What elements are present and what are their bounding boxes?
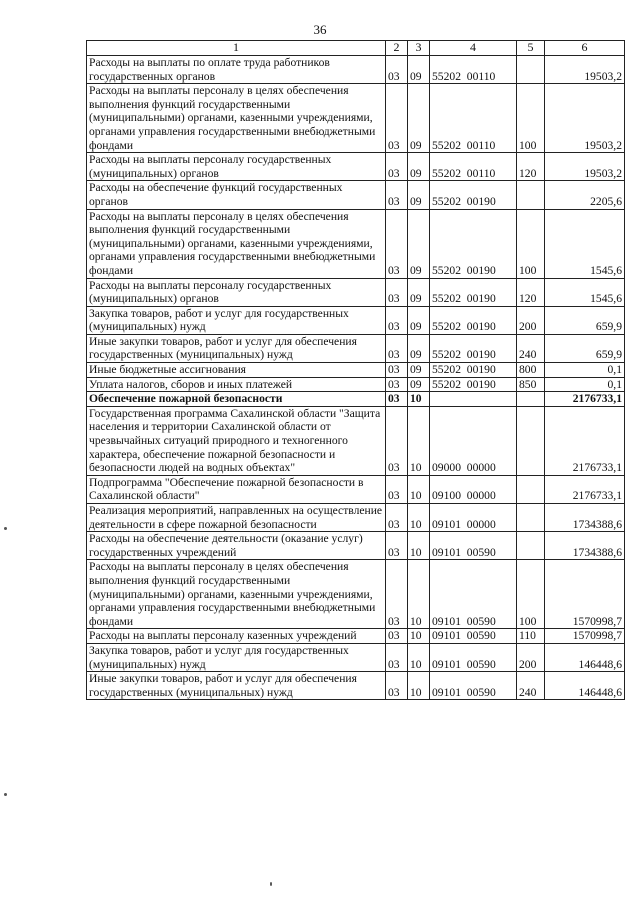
row-subsection: 10 [408, 643, 430, 671]
row-subsection: 10 [408, 504, 430, 532]
row-subsection: 09 [408, 306, 430, 334]
row-target-article: 09101 00590 [430, 560, 517, 629]
row-name: Расходы на выплаты персоналу в целях обеспечения выполнения функций государственными (муниципальными) органами, казенными учреждениями, органами управления государственными внебюджетными фондами [87, 84, 386, 153]
page-number: 36 [313, 22, 327, 37]
row-subsection: 10 [408, 406, 430, 475]
row-section: 03 [386, 643, 408, 671]
row-subsection: 09 [408, 181, 430, 209]
row-subsection: 10 [408, 560, 430, 629]
row-amount: 2176733,1 [545, 406, 625, 475]
row-subsection: 10 [408, 672, 430, 700]
table-row [87, 560, 625, 629]
row-target-article: 55202 00190 [430, 209, 517, 278]
row-amount: 1734388,6 [545, 504, 625, 532]
row-amount: 146448,6 [545, 643, 625, 671]
header-col-3: 3 [408, 41, 430, 56]
row-target-article: 09000 00000 [430, 406, 517, 475]
row-target-article: 09101 00000 [430, 504, 517, 532]
row-section: 03 [386, 56, 408, 84]
row-target-article: 09101 00590 [430, 629, 517, 644]
row-name: Подпрограмма "Обеспечение пожарной безопасности в Сахалинской области" [87, 475, 386, 503]
row-section: 03 [386, 406, 408, 475]
table-row [87, 377, 625, 392]
table-row [87, 406, 625, 475]
row-amount: 2176733,1 [545, 392, 625, 407]
row-name: Расходы на выплаты персоналу в целях обеспечения выполнения функций государственными (муниципальными) органами, казенными учреждениями, органами управления государственными внебюджетными фондами [87, 209, 386, 278]
row-expense-type: 120 [517, 153, 545, 181]
budget-table-body [87, 41, 625, 700]
row-subsection: 09 [408, 363, 430, 378]
table-row [87, 363, 625, 378]
row-section: 03 [386, 672, 408, 700]
row-subsection: 10 [408, 532, 430, 560]
row-subsection: 09 [408, 153, 430, 181]
row-name: Иные закупки товаров, работ и услуг для обеспечения государственных (муниципальных) нужд [87, 672, 386, 700]
table-row [87, 334, 625, 362]
row-name: Расходы на выплаты персоналу государственных (муниципальных) органов [87, 278, 386, 306]
row-target-article: 09101 00590 [430, 643, 517, 671]
row-target-article: 55202 00110 [430, 153, 517, 181]
header-col-4: 4 [430, 41, 517, 56]
row-target-article: 55202 00190 [430, 334, 517, 362]
row-expense-type: 100 [517, 560, 545, 629]
row-section: 03 [386, 629, 408, 644]
table-row [87, 278, 625, 306]
table-row [87, 153, 625, 181]
row-amount: 659,9 [545, 334, 625, 362]
row-target-article: 55202 00110 [430, 56, 517, 84]
row-name: Иные бюджетные ассигнования [87, 363, 386, 378]
row-target-article: 09101 00590 [430, 672, 517, 700]
row-target-article: 55202 00190 [430, 377, 517, 392]
row-expense-type [517, 504, 545, 532]
row-subsection: 10 [408, 629, 430, 644]
row-name: Расходы на выплаты персоналу в целях обеспечения выполнения функций государственными (муниципальными) органами, казенными учреждениями, органами управления государственными внебюджетными фондами [87, 560, 386, 629]
row-section: 03 [386, 306, 408, 334]
scan-speck [4, 793, 7, 796]
row-amount: 146448,6 [545, 672, 625, 700]
row-name: Расходы на выплаты по оплате труда работников государственных органов [87, 56, 386, 84]
table-row [87, 84, 625, 153]
table-row [87, 532, 625, 560]
row-section: 03 [386, 153, 408, 181]
table-row [87, 672, 625, 700]
row-name: Закупка товаров, работ и услуг для государственных (муниципальных) нужд [87, 643, 386, 671]
row-subsection: 09 [408, 334, 430, 362]
row-expense-type: 800 [517, 363, 545, 378]
row-subsection: 09 [408, 56, 430, 84]
header-col-6: 6 [545, 41, 625, 56]
row-name: Иные закупки товаров, работ и услуг для обеспечения государственных (муниципальных) нужд [87, 334, 386, 362]
row-section: 03 [386, 334, 408, 362]
row-subsection: 09 [408, 209, 430, 278]
row-subsection: 10 [408, 392, 430, 407]
row-expense-type: 850 [517, 377, 545, 392]
table-row [87, 629, 625, 644]
table-row [87, 504, 625, 532]
row-target-article: 55202 00190 [430, 306, 517, 334]
row-target-article: 55202 00110 [430, 84, 517, 153]
row-subsection: 10 [408, 475, 430, 503]
row-expense-type: 110 [517, 629, 545, 644]
row-name: Государственная программа Сахалинской области "Защита населения и территории Сахалинской области от чрезвычайных ситуаций природного и техногенного характера, обеспечение пожарной безопасности и безопасности людей на водных объектах" [87, 406, 386, 475]
row-amount: 1570998,7 [545, 629, 625, 644]
row-amount: 659,9 [545, 306, 625, 334]
row-target-article: 09101 00590 [430, 532, 517, 560]
row-section: 03 [386, 532, 408, 560]
row-amount: 1570998,7 [545, 560, 625, 629]
header-col-2: 2 [386, 41, 408, 56]
row-section: 03 [386, 377, 408, 392]
row-name: Расходы на выплаты персоналу государственных (муниципальных) органов [87, 153, 386, 181]
row-name: Расходы на обеспечение деятельности (оказание услуг) государственных учреждений [87, 532, 386, 560]
row-subsection: 09 [408, 377, 430, 392]
row-expense-type [517, 181, 545, 209]
row-name: Уплата налогов, сборов и иных платежей [87, 377, 386, 392]
row-expense-type [517, 532, 545, 560]
row-expense-type: 240 [517, 334, 545, 362]
row-amount: 19503,2 [545, 56, 625, 84]
row-name: Обеспечение пожарной безопасности [87, 392, 386, 407]
row-section: 03 [386, 504, 408, 532]
budget-table [86, 40, 625, 700]
row-target-article: 09100 00000 [430, 475, 517, 503]
row-name: Расходы на обеспечение функций государственных органов [87, 181, 386, 209]
row-amount: 0,1 [545, 377, 625, 392]
table-row [87, 643, 625, 671]
table-row [87, 209, 625, 278]
row-expense-type: 120 [517, 278, 545, 306]
row-section: 03 [386, 84, 408, 153]
table-row [87, 56, 625, 84]
row-expense-type: 100 [517, 84, 545, 153]
row-amount: 19503,2 [545, 84, 625, 153]
row-expense-type: 200 [517, 306, 545, 334]
row-section: 03 [386, 560, 408, 629]
row-amount: 1545,6 [545, 278, 625, 306]
row-section: 03 [386, 363, 408, 378]
table-row [87, 181, 625, 209]
row-amount: 1545,6 [545, 209, 625, 278]
row-expense-type [517, 406, 545, 475]
row-subsection: 09 [408, 278, 430, 306]
row-section: 03 [386, 475, 408, 503]
row-section: 03 [386, 181, 408, 209]
row-expense-type: 240 [517, 672, 545, 700]
header-col-1: 1 [87, 41, 386, 56]
header-row [87, 41, 625, 56]
row-amount: 2176733,1 [545, 475, 625, 503]
row-name: Расходы на выплаты персоналу казенных учреждений [87, 629, 386, 644]
row-target-article: 55202 00190 [430, 181, 517, 209]
table-row [87, 306, 625, 334]
header-col-5: 5 [517, 41, 545, 56]
row-name: Закупка товаров, работ и услуг для государственных (муниципальных) нужд [87, 306, 386, 334]
row-amount: 0,1 [545, 363, 625, 378]
scan-speck [4, 527, 7, 530]
row-expense-type: 100 [517, 209, 545, 278]
row-expense-type [517, 475, 545, 503]
scan-speck [270, 882, 272, 886]
row-subsection: 09 [408, 84, 430, 153]
row-section: 03 [386, 392, 408, 407]
row-section: 03 [386, 278, 408, 306]
row-expense-type: 200 [517, 643, 545, 671]
row-amount: 1734388,6 [545, 532, 625, 560]
row-target-article: 55202 00190 [430, 278, 517, 306]
row-target-article [430, 392, 517, 407]
row-name: Реализация мероприятий, направленных на осуществление деятельности в сфере пожарной безопасности [87, 504, 386, 532]
row-expense-type [517, 392, 545, 407]
row-amount: 2205,6 [545, 181, 625, 209]
table-row [87, 392, 625, 407]
row-target-article: 55202 00190 [430, 363, 517, 378]
row-section: 03 [386, 209, 408, 278]
table-row [87, 475, 625, 503]
row-amount: 19503,2 [545, 153, 625, 181]
row-expense-type [517, 56, 545, 84]
